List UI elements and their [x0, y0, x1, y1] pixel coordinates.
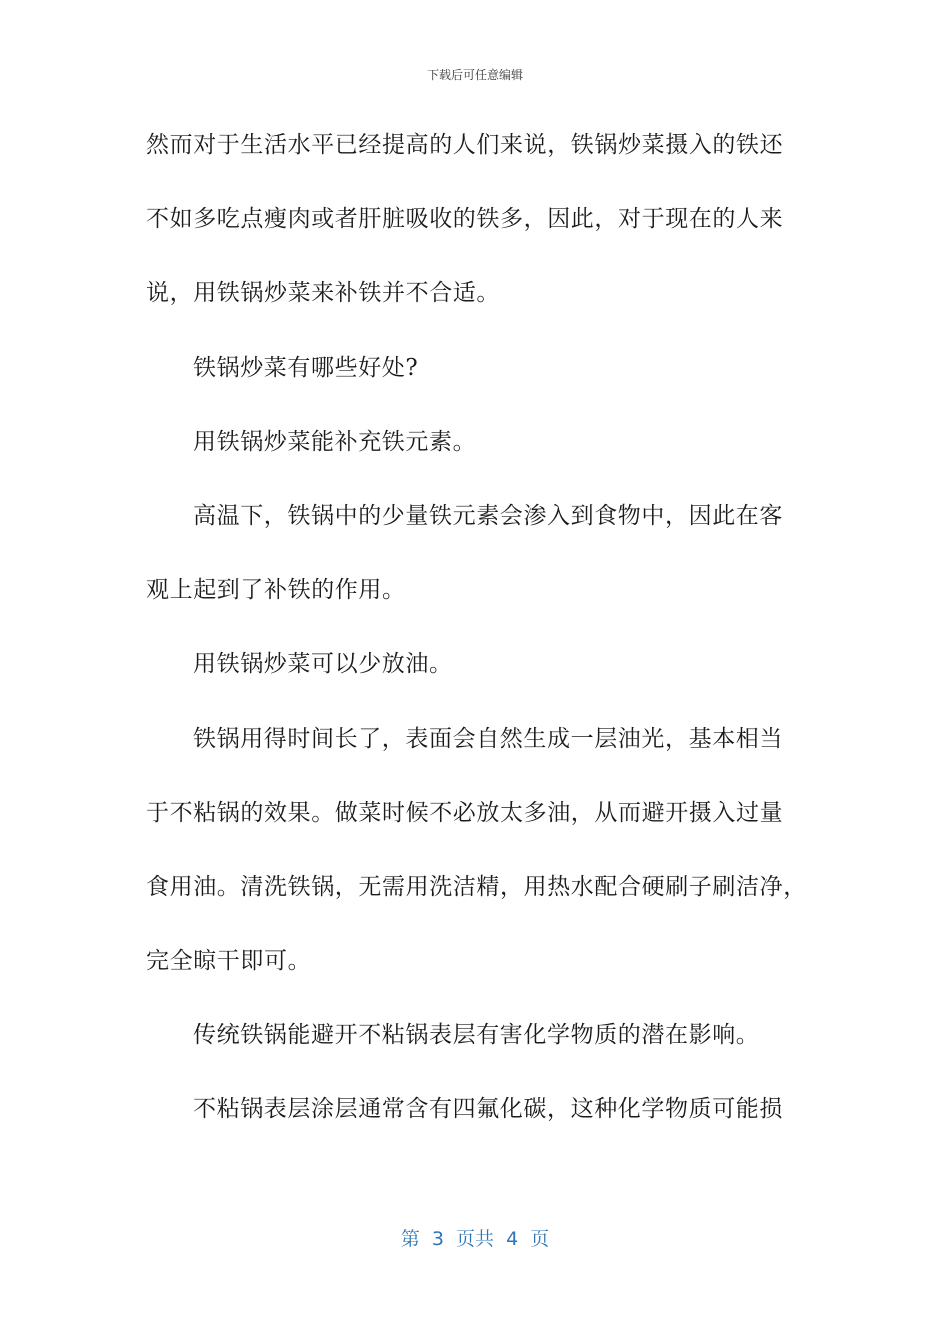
text-line: 不粘锅表层涂层通常含有四氟化碳，这种化学物质可能损 [193, 1096, 783, 1123]
text-line: 传统铁锅能避开不粘锅表层有害化学物质的潜在影响。 [193, 1022, 760, 1049]
page-header: 下载后可任意编辑 [426, 68, 523, 82]
text-line: 用铁锅炒菜能补充铁元素。 [193, 428, 477, 455]
text-line: 说，用铁锅炒菜来补铁并不合适。 [146, 280, 500, 307]
text-line: 高温下，铁锅中的少量铁元素会渗入到食物中，因此在客 [193, 502, 783, 529]
text-line: 不如多吃点瘦肉或者肝脏吸收的铁多，因此，对于现在的人来 [146, 206, 784, 233]
text-line: 用铁锅炒菜可以少放油。 [193, 651, 453, 678]
text-line: 观上起到了补铁的作用。 [146, 577, 406, 604]
text-line: 然而对于生活水平已经提高的人们来说，铁锅炒菜摄入的铁还 [146, 132, 784, 158]
text-line: 食用油。清洗铁锅，无需用洗洁精，用热水配合硬刷子刷洁净， [146, 873, 807, 900]
text-line: 铁锅用得时间长了，表面会自然生成一层油光，基本相当 [193, 725, 783, 752]
page-number-footer: 第 3 页共 4 页 [400, 1228, 550, 1250]
document-body [146, 122, 806, 1161]
text-line: 完全晾干即可。 [146, 948, 312, 975]
text-line: 于不粘锅的效果。做菜时候不必放太多油，从而避开摄入过量 [146, 799, 784, 826]
section-heading: 铁锅炒菜有哪些好处? [193, 354, 419, 381]
